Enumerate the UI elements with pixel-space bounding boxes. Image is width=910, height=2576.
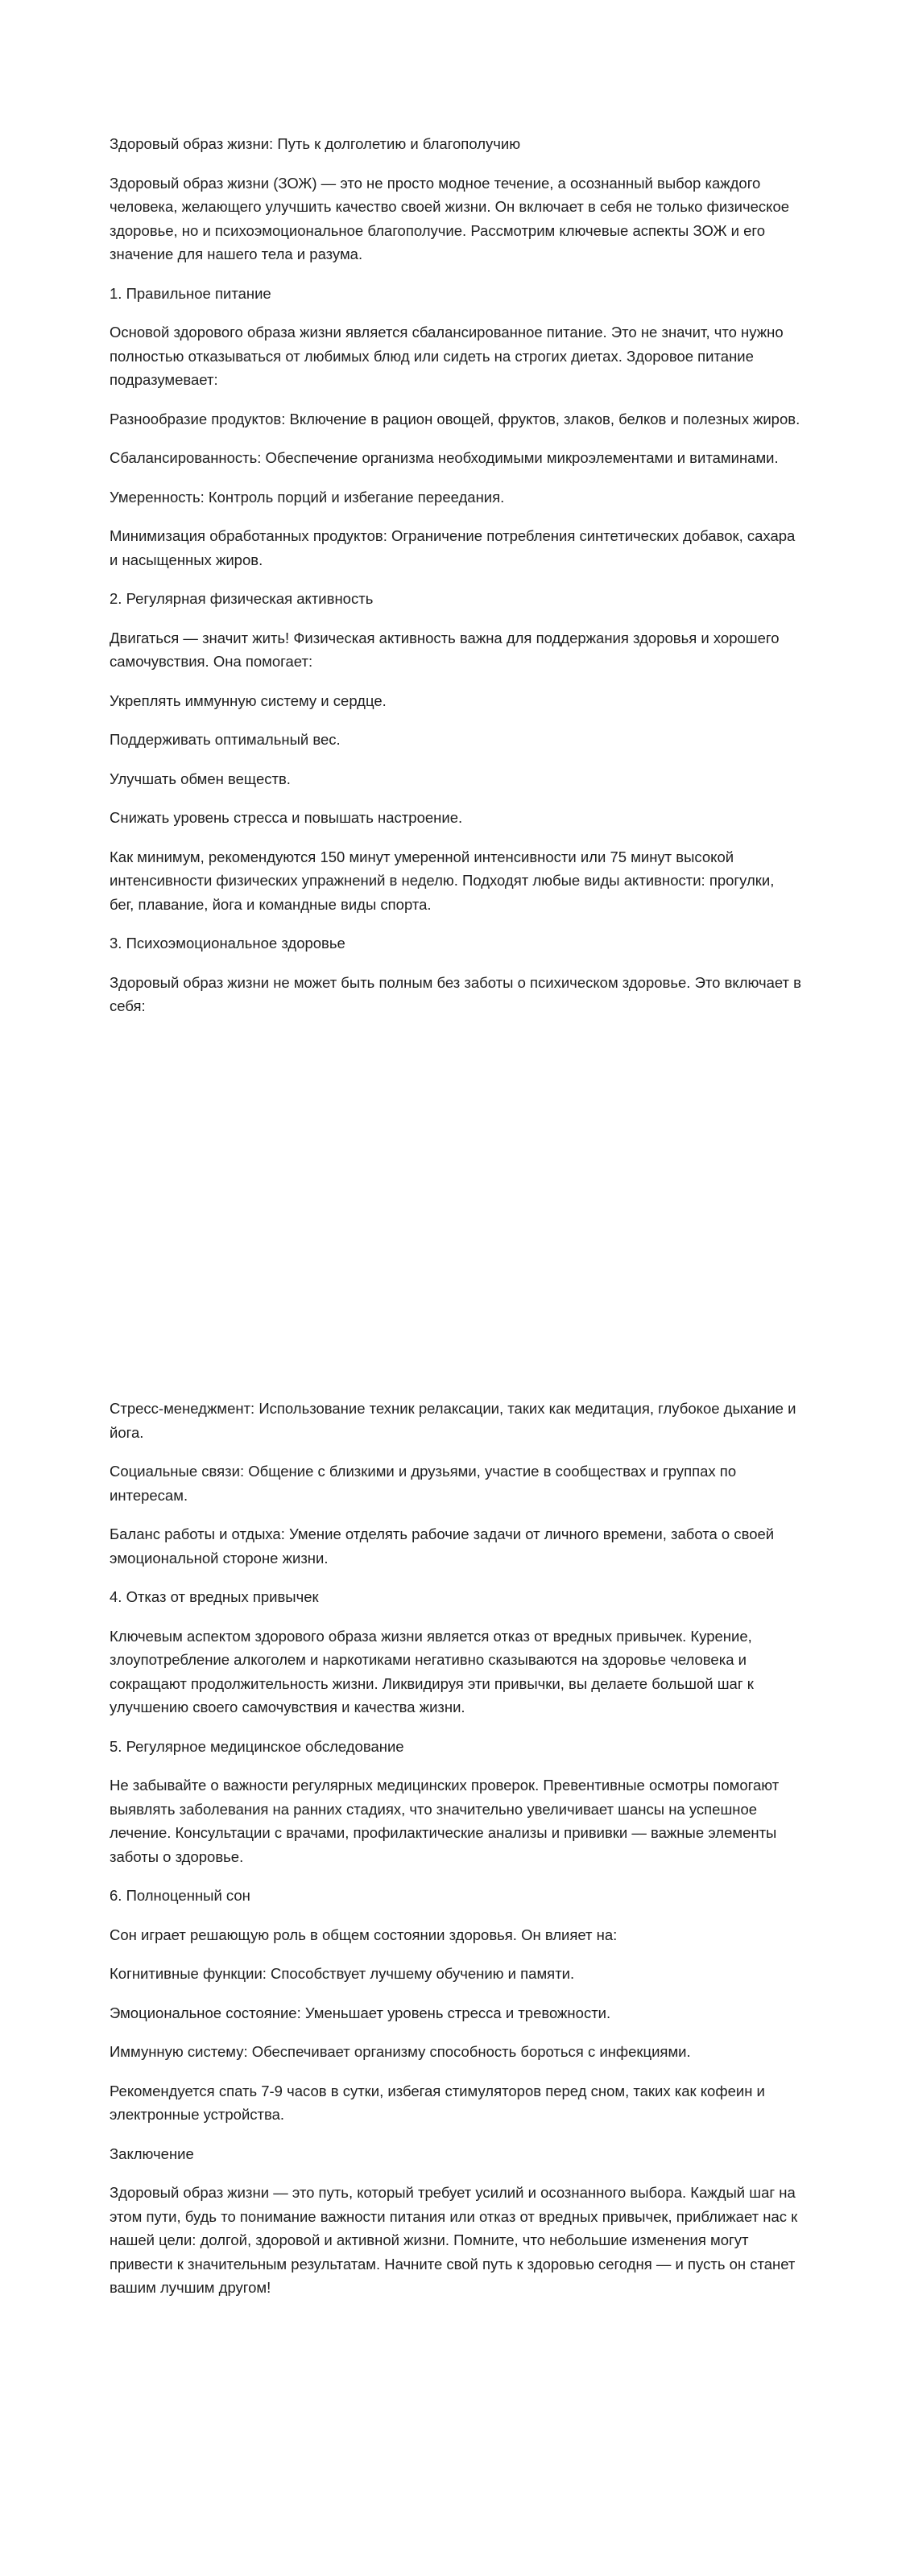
list-item: Сбалансированность: Обеспечение организма необходимыми микроэлементами и витаминами. [110, 449, 779, 466]
list-item: Социальные связи: Общение с близкими и друзьями, участие в сообществах и группах по интересам. [110, 1463, 737, 1504]
section-text-medical-checkup: Не забывайте о важности регулярных медицинских проверок. Превентивные осмотры помогают выявлять заболевания на ранних стадиях, что значительно увеличивает шансы на успешное лечение. Консультации с врачами, профилактические анализы и прививки — важные элементы заботы о здоровье. [110, 1777, 780, 1865]
list-item: Минимизация обработанных продуктов: Ограничение потребления синтетических добавок, сахара и насыщенных жиров. [110, 527, 796, 568]
section-text-sleep-recommendation: Рекомендуется спать 7-9 часов в сутки, избегая стимуляторов перед сном, таких как кофеин и электронные устройства. [110, 2082, 765, 2123]
list-item: Иммунную систему: Обеспечивает организму способность бороться с инфекциями. [110, 2043, 691, 2060]
list-item: Поддерживать оптимальный вес. [110, 731, 341, 748]
section-text-activity: Двигаться — значит жить! Физическая активность важна для поддержания здоровья и хорошего самочувствия. Она помогает: [110, 629, 780, 670]
document-title: Здоровый образ жизни: Путь к долголетию и благополучию [110, 135, 521, 152]
intro-paragraph: Здоровый образ жизни (ЗОЖ) — это не просто модное течение, а осознанный выбор каждого человека, желающего улучшить качество своей жизни. Он включает в себя не только физическое здоровье, но и психоэмоциональное благополучие. Рассмотрим ключевые аспекты ЗОЖ и его значение для нашего тела и разума. [110, 174, 790, 262]
section-heading-mental-health: 3. Психоэмоциональное здоровье [110, 935, 345, 952]
list-item: Когнитивные функции: Способствует лучшему обучению и памяти. [110, 1965, 575, 1982]
section-text-bad-habits: Ключевым аспектом здорового образа жизни является отказ от вредных привычек. Курение, злоупотребление алкоголем и наркотиками негативно сказываются на здоровье человека и сокращают продолжительность жизни. Ликвидируя эти привычки, вы делаете большой шаг к улучшению своего самочувствия и качества жизни. [110, 1627, 754, 1715]
section-text-nutrition: Основой здорового образа жизни является сбалансированное питание. Это не значит, что нужно полностью отказываться от любимых блюд или сидеть на строгих диетах. Здоровое питание подразумевает: [110, 324, 784, 388]
section-text-mental-health: Здоровый образ жизни не может быть полным без заботы о психическом здоровье. Это включает в себя: [110, 973, 802, 1014]
section-text-sleep: Сон играет решающую роль в общем состоянии здоровья. Он влияет на: [110, 1926, 618, 1943]
section-heading-nutrition: 1. Правильное питание [110, 284, 271, 302]
list-item: Стресс-менеджмент: Использование техник релаксации, таких как медитация, глубокое дыхание и йога. [110, 1400, 796, 1441]
list-item: Умеренность: Контроль порций и избегание переедания. [110, 488, 505, 506]
conclusion-heading: Заключение [110, 2145, 194, 2162]
list-item: Баланс работы и отдыха: Умение отделять рабочие задачи от личного времени, забота о своей эмоциональной стороне жизни. [110, 1525, 775, 1567]
list-item: Эмоциональное состояние: Уменьшает уровень стресса и тревожности. [110, 2004, 611, 2021]
list-item: Снижать уровень стресса и повышать настроение. [110, 809, 463, 826]
list-item: Улучшать обмен веществ. [110, 770, 291, 787]
list-item: Разнообразие продуктов: Включение в рацион овощей, фруктов, злаков, белков и полезных жиров. [110, 410, 800, 427]
section-heading-bad-habits: 4. Отказ от вредных привычек [110, 1588, 319, 1605]
conclusion-text: Здоровый образ жизни — это путь, который требует усилий и осознанного выбора. Каждый шаг на этом пути, будь то понимание важности питания или отказ от вредных привычек, приближает нас к нашей цели: долгой, здоровой и активной жизни. Помните, что небольшие изменения могут привести к значительным результатам. Начните свой путь к здоровью сегодня — и пусть он станет вашим лучшим другом! [110, 2184, 798, 2296]
document-part-1 [110, 132, 802, 1034]
section-text-activity-recommendation: Как минимум, рекомендуются 150 минут умеренной интенсивности или 75 минут высокой интенсивности физических упражнений в неделю. Подходят любые виды активности: прогулки, бег, плавание, йога и командные виды спорта. [110, 848, 775, 913]
section-heading-sleep: 6. Полноценный сон [110, 1887, 250, 1904]
section-heading-medical-checkup: 5. Регулярное медицинское обследование [110, 1737, 404, 1755]
section-heading-activity: 2. Регулярная физическая активность [110, 590, 374, 607]
document-part-2 [110, 1397, 802, 2315]
list-item: Укреплять иммунную систему и сердце. [110, 691, 387, 709]
